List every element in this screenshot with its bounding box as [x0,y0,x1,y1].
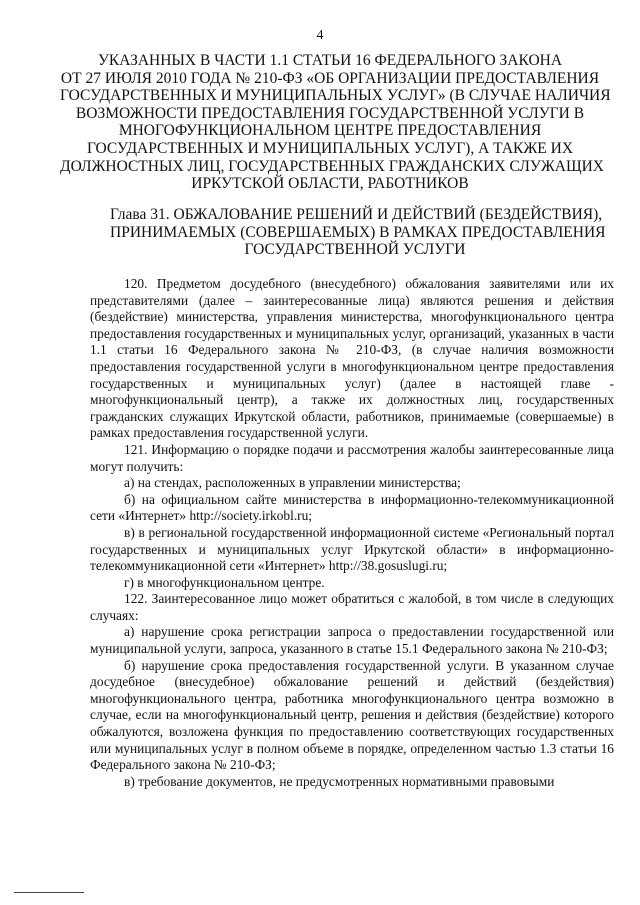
heading-line: ОТ 27 ИЮЛЯ 2010 ГОДА № 210-ФЗ «ОБ ОРГАНИЗАЦИИ ПРЕДОСТАВЛЕНИЯ [60,69,600,87]
heading-line: ГОСУДАРСТВЕННЫХ И МУНИЦИПАЛЬНЫХ УСЛУГ» (В СЛУЧАЕ НАЛИЧИЯ [60,87,611,105]
list-item-121-v: в) в региональной государственной информационной системе «Региональный портал государственных и муниципальных услуг Иркутской области» в информационно-телекоммуникационной сети «Интернет» http://38.gosuslugi.ru; [90,524,614,574]
chapter-title [110,206,606,259]
paragraph-121: 121. Информацию о порядке подачи и рассмотрения жалобы заинтересованные лица могут получить: [90,441,614,474]
heading-line: ДОЛЖНОСТНЫХ ЛИЦ, ГОСУДАРСТВЕННЫХ ГРАЖДАНСКИХ СЛУЖАЩИХ [60,157,604,175]
section-heading [60,52,611,193]
page-number: 4 [316,28,324,43]
heading-line: МНОГОФУНКЦИОНАЛЬНОМ ЦЕНТРЕ ПРЕДОСТАВЛЕНИЯ [118,122,542,140]
heading-line: УКАЗАННЫХ В ЧАСТИ 1.1 СТАТЬИ 16 ФЕДЕРАЛЬНОГО ЗАКОНА [97,52,563,69]
paragraph-120: 120. Предметом досудебного (внесудебного) обжалования заявителями или их представителями (далее – заинтересованные лица) являются решения и действия (бездействие) министерства, управления министерства, многофункционального центра предоставления государственных и муниципальных услуг, организаций, указанных в части 1.1 статьи 16 Федерального закона № 210-ФЗ, (в случае наличия возможности предоставления государственной услуги в многофункциональном центре предоставления государственных и муниципальных услуг) (далее в настоящей главе - многофункциональный центр), а также их должностных лиц, государственных гражданских служащих Иркутской области, работников, принимаемые (совершаемые) в рамках предоставления государственной услуги. [90,276,614,441]
list-item-122-a: а) нарушение срока регистрации запроса о предоставлении государственной или муниципальной услуги, запроса, указанного в статье 15.1 Федерального закона № 210-ФЗ; [90,624,614,657]
list-item-122-v: в) требование документов, не предусмотренных нормативными правовыми [124,773,555,789]
chapter-title-line: ПРИНИМАЕМЫХ (СОВЕРШАЕМЫХ) В РАМКАХ ПРЕДОСТАВЛЕНИЯ [110,223,606,241]
list-item-121-a: а) на стендах, расположенных в управлении министерства; [124,475,461,491]
heading-line: ВОЗМОЖНОСТИ ПРЕДОСТАВЛЕНИЯ ГОСУДАРСТВЕННОЙ УСЛУГИ В [75,104,585,122]
list-item-121-b: б) на официальном сайте министерства в информационно-телекоммуникационной сети «Интернет» http://society.irkobl.ru; [90,491,614,524]
list-item-122-b: б) нарушение срока предоставления государственной услуги. В указанном случае досудебное (внесудебное) обжалование решений и действий (бездействия) многофункционального центра, работника многофункционального центра возможно в случае, если на многофункциональный центр, решения и действия (бездействие) которого обжалуются, возложена функция по предоставлению соответствующих государственных или муниципальных услуг в полном объеме в порядке, определенном частью 1.3 статьи 16 Федерального закона № 210-ФЗ; [90,657,614,773]
list-item-121-g: г) в многофункциональном центре. [124,574,325,590]
chapter-title-line: Глава 31. ОБЖАЛОВАНИЕ РЕШЕНИЙ И ДЕЙСТВИЙ (БЕЗДЕЙСТВИЯ), [110,206,603,223]
footer-divider [14,892,84,893]
heading-line: ГОСУДАРСТВЕННЫХ И МУНИЦИПАЛЬНЫХ УСЛУГ), А ТАКЖЕ ИХ [86,139,574,157]
document-body [90,276,614,790]
chapter-title-line: ГОСУДАРСТВЕННОЙ УСЛУГИ [244,241,466,259]
heading-line: ИРКУТСКОЙ ОБЛАСТИ, РАБОТНИКОВ [191,175,469,193]
paragraph-122: 122. Заинтересованное лицо может обратиться с жалобой, в том числе в следующих случаях: [90,591,614,623]
